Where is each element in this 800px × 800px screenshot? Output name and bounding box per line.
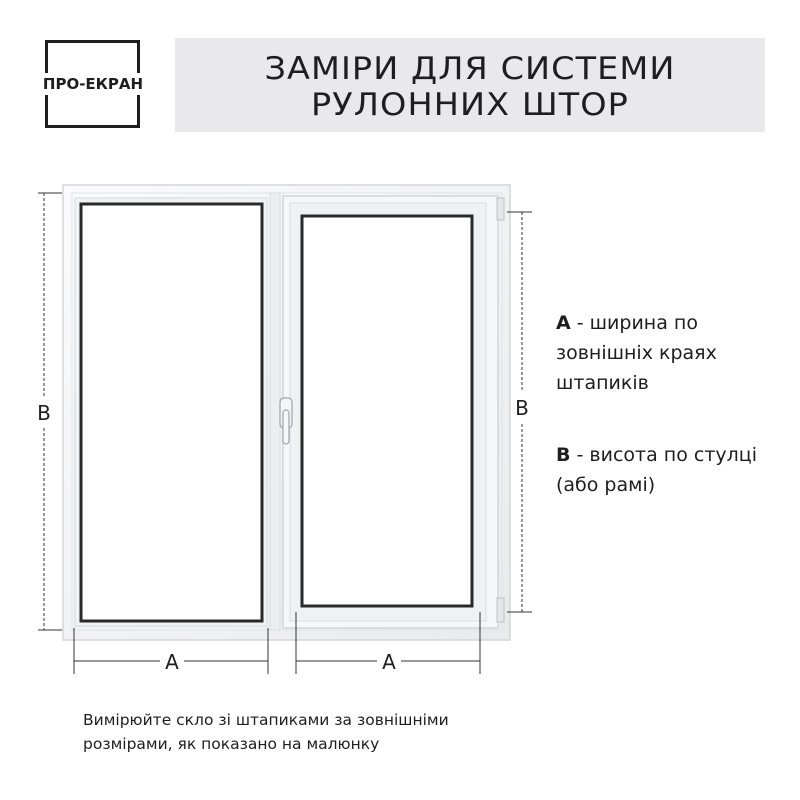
legend-b-text: - висота по стулці (або рамі) xyxy=(556,444,757,496)
dimension-b-left-label: B xyxy=(37,401,51,425)
legend-a-key: A xyxy=(556,312,571,334)
logo: ПРО-ЕКРАН xyxy=(38,73,148,95)
title-line-2: РУЛОННИХ ШТОР xyxy=(311,87,629,123)
legend-a-text: - ширина по зовнішніх краях штапиків xyxy=(556,312,717,394)
legend-b-key: B xyxy=(556,444,571,466)
left-pane xyxy=(75,198,267,626)
dimension-a-right-label: A xyxy=(382,650,396,674)
dimension-a-left-label: A xyxy=(165,650,179,674)
title-line-1: ЗАМІРИ ДЛЯ СИСТЕМИ xyxy=(264,51,676,87)
legend-b xyxy=(556,440,786,500)
dimension-b-right-label: B xyxy=(515,396,529,420)
legend-a xyxy=(556,308,786,398)
right-sash xyxy=(283,196,504,628)
instruction-note: Вимірюйте скло зі штапиками за зовнішніми розмірами, як показано на малюнку xyxy=(83,711,449,753)
